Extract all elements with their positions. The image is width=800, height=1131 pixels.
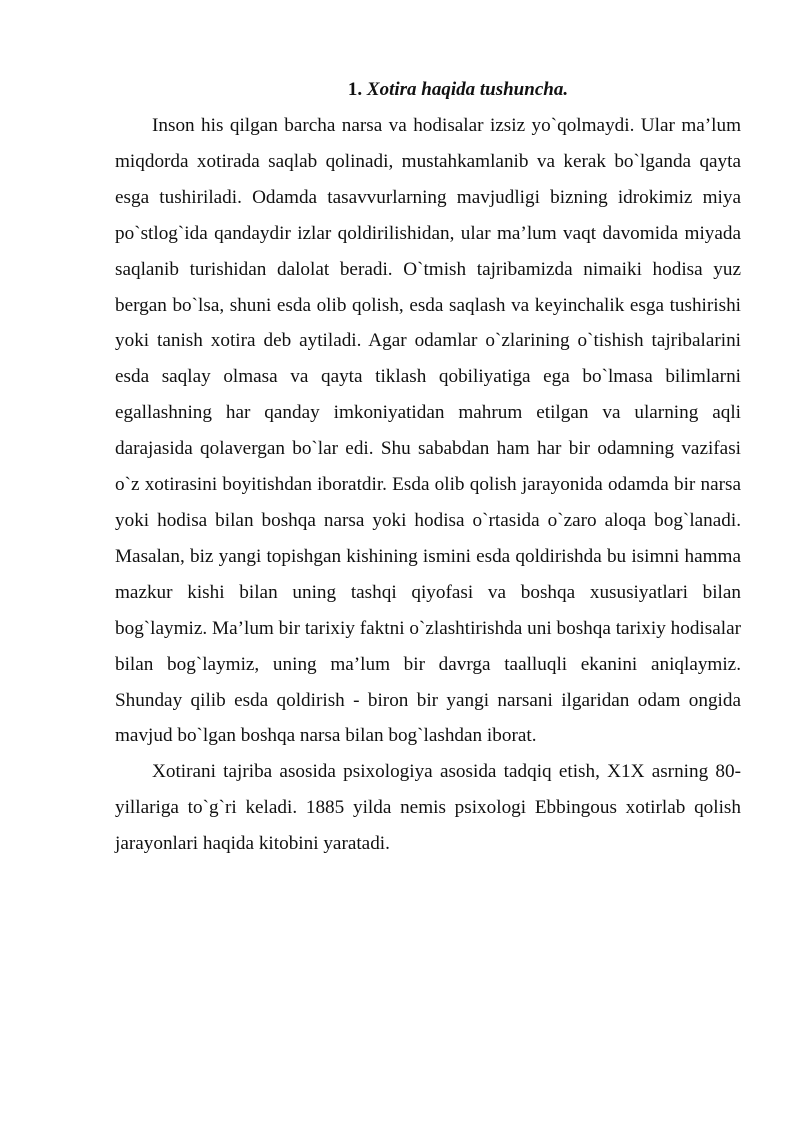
paragraph-1: Inson his qilgan barcha narsa va hodisalar izsiz yo`qolmaydi. Ular ma’lum miqdorda xotirada saqlab qolinadi, mustahkamlanib va kerak bo`lganda qayta esga tushiriladi. Odamda tasavvurlarning mavjudligi bizning idrokimiz miya po`stlog`ida qandaydir izlar qoldirilishidan, ular ma’lum vaqt davomida miyada saqlanib turishidan dalolat beradi. O`tmish tajribamizda nimaiki hodisa yuz bergan bo`lsa, shuni esda olib qolish, esda saqlash va keyinchalik esga tushirishi yoki tanish xotira deb aytiladi. Agar odamlar o`zlarining o`tishish tajribalarini esda saqlay olmasa va qayta tiklash qobiliyatiga ega bo`lmasa bilimlarni egallashning har qanday imkoniyatidan mahrum etilgan va ularning aqli darajasida qolavergan bo`lar edi. Shu sababdan ham har bir odamning vazifasi o`z xotirasini boyitishdan iboratdir. Esda olib qolish jarayonida odamda bir narsa yoki hodisa bilan boshqa narsa yoki hodisa o`rtasida o`zaro aloqa bog`lanadi. Masalan, biz yangi topishgan kishining ismini esda qoldirishda bu isimni hamma mazkur kishi bilan uning tashqi qiyofasi va boshqa xususiyatlari bilan bog`laymiz. Ma’lum bir tarixiy faktni o`zlashtirishda uni boshqa tarixiy hodisalar bilan bog`laymiz, uning ma’lum bir davrga taalluqli ekanini aniqlaymiz. Shunday qilib esda qoldirish - biron bir yangi narsani ilgaridan odam ongida mavjud bo`lgan boshqa narsa bilan bog`lashdan iborat. — [115, 115, 741, 747]
paragraph-2: Xotirani tajriba asosida psixologiya asosida tadqiq etish, X1X asrning 80-yillariga to`g`ri keladi. 1885 yilda nemis psixologi Ebbingous xotirlab qolish jarayonlari haqida kitobini yaratadi. — [115, 761, 741, 855]
section-heading — [175, 72, 741, 108]
document-body — [115, 72, 741, 862]
section-title: Xotira haqida tushuncha. — [366, 79, 569, 100]
section-number: 1. — [347, 79, 363, 100]
